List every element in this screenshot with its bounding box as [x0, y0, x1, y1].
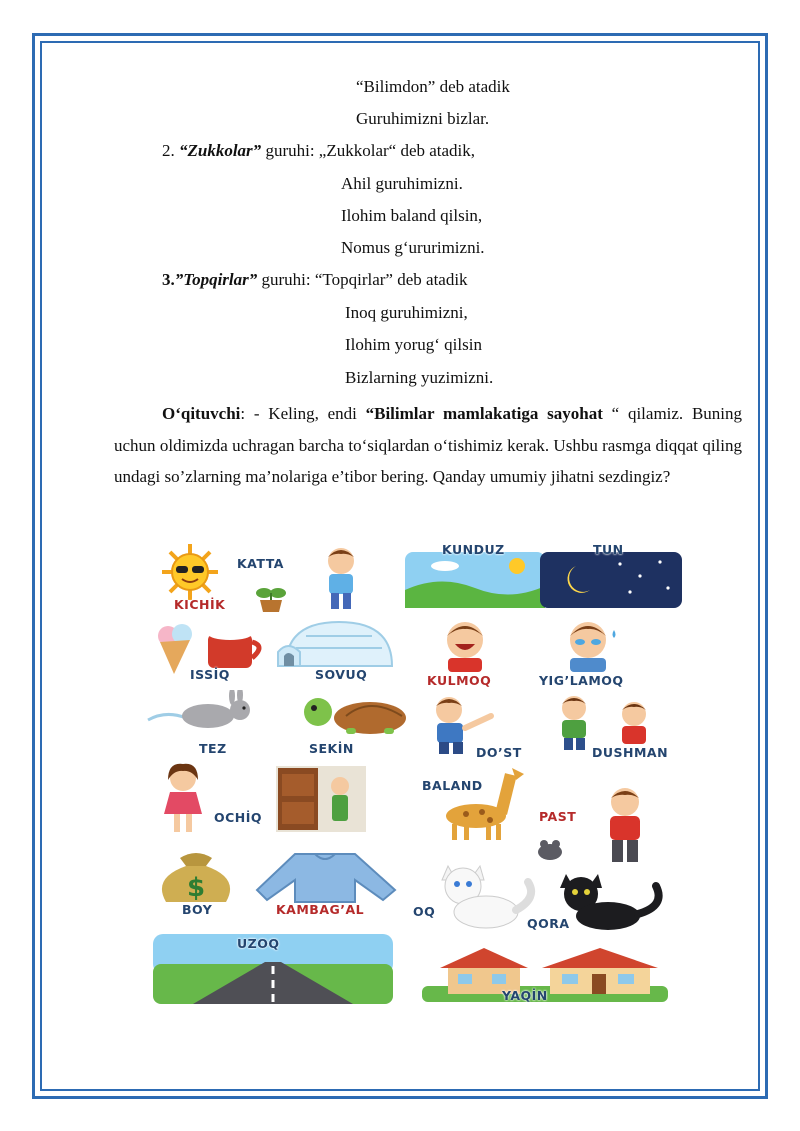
- group3-suffix: guruhi:: [257, 270, 315, 289]
- giraffe-icon: [430, 764, 534, 842]
- label-boy: BOY: [182, 902, 213, 917]
- rabbit-icon: [146, 690, 270, 734]
- label-sekin: SEKİN: [309, 741, 354, 756]
- group3-line2: Inoq guruhimizni,: [345, 303, 468, 322]
- group2-name: “Zukkolar”: [179, 141, 262, 160]
- jacket-icon: [255, 850, 397, 904]
- label-sovuq: SOVUQ: [315, 667, 368, 682]
- label-baland: BALAND: [422, 778, 483, 793]
- teacher-topic: “Bilimlar mamlakatiga sayohat: [365, 404, 603, 423]
- group2-number: 2.: [162, 141, 179, 160]
- label-dushman: DUSHMAN: [592, 745, 669, 760]
- label-qora: QORA: [527, 916, 570, 931]
- teacher-text: “ qilamiz. Buning uchun oldimizda uchragan barcha to‘siqlardan o‘tishimiz kerak. Ushbu rasmga diqqat qiling undagi so’zlarning ma’nolariga e’tibor bering. Qanday umumiy jihatni sezdingiz?: [114, 404, 743, 486]
- group2-heading: [162, 140, 475, 162]
- label-kunduz: KUNDUZ: [442, 542, 505, 557]
- label-katta: KATTA: [237, 556, 284, 571]
- label-dost: DO’ST: [476, 745, 522, 760]
- group2-line2: Ahil guruhimizni.: [341, 174, 463, 193]
- group2-line1: „Zukkolar“ deb atadik,: [318, 141, 476, 160]
- sun-icon: [150, 542, 230, 602]
- night-sky-icon: [540, 552, 682, 608]
- group3-line3: Ilohim yorug‘ qilsin: [345, 335, 482, 354]
- open-door-icon: [272, 764, 370, 834]
- boy-arms-crossed-icon: [592, 786, 658, 864]
- girl-icon: [152, 762, 214, 834]
- group3-name: ”Topqirlar”: [174, 270, 258, 289]
- group3-line4: Bizlarning yuzimizni.: [345, 368, 494, 387]
- two-boys-icon: [548, 694, 670, 752]
- group2-line4: Nomus g‘ururimizni.: [341, 238, 485, 257]
- poem1-line1: “Bilimdon” deb atadik: [356, 77, 510, 96]
- label-issiq: ISSİQ: [190, 667, 230, 682]
- group2-line3: Ilohim baland qilsin,: [341, 206, 483, 225]
- teacher-sep: : - Keling, endi: [240, 404, 366, 423]
- poem1-line2: Guruhimizni bizlar.: [356, 109, 490, 128]
- crying-boy-icon: [548, 618, 628, 672]
- boy-big-icon: [311, 545, 371, 611]
- laughing-boy-icon: [430, 618, 500, 672]
- group3-number: 3.: [162, 270, 175, 289]
- group3-heading: [162, 269, 468, 291]
- label-kambagal: KAMBAG’AL: [276, 902, 365, 917]
- group3-line1: “Topqirlar” deb atadik: [314, 270, 468, 289]
- label-tez: TEZ: [199, 741, 227, 756]
- white-cat-icon: [430, 858, 540, 930]
- dollar-sign: $: [186, 873, 206, 903]
- label-yiglamoq: YIG’LAMOQ: [539, 673, 624, 688]
- label-uzoq: UZOQ: [237, 936, 280, 951]
- label-past: PAST: [539, 809, 577, 824]
- label-tun: TUN: [593, 542, 624, 557]
- group2-suffix: guruhi:: [261, 141, 319, 160]
- teacher-paragraph: [114, 398, 742, 493]
- turtle-icon: [294, 690, 414, 736]
- money-bag-icon: [146, 848, 246, 906]
- label-kulmoq: KULMOQ: [427, 673, 492, 688]
- label-kichik: KICHİK: [174, 597, 226, 612]
- plant-pot-icon: [252, 585, 290, 613]
- day-landscape-icon: [405, 552, 545, 608]
- teacher-speaker: O‘qituvchi: [162, 404, 241, 423]
- igloo-icon: [276, 618, 402, 668]
- label-yaqin: YAQİN: [502, 988, 548, 1003]
- label-ochiq: OCHİQ: [214, 810, 263, 825]
- label-oq: OQ: [413, 904, 436, 919]
